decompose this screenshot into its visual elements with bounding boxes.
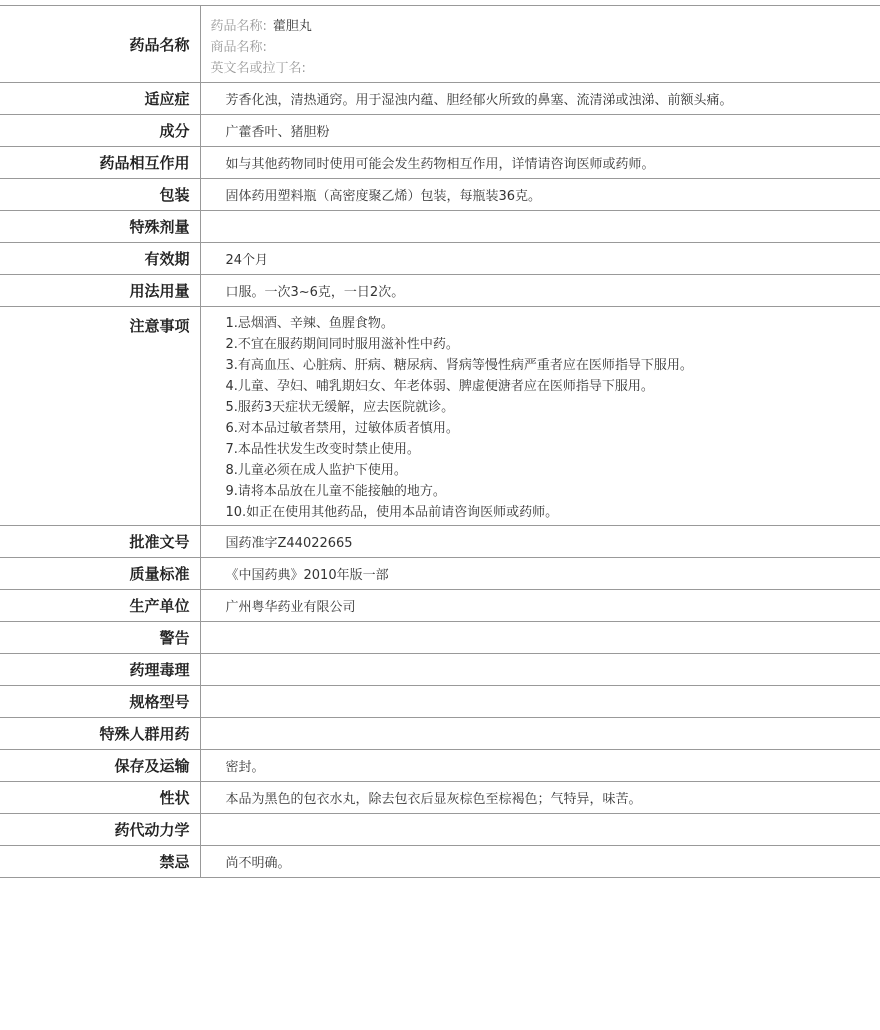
row-value: 《中国药典》2010年版一部 [200,558,880,590]
row-value: 广藿香叶、猪胆粉 [200,115,880,147]
row-label: 适应症 [0,83,200,115]
row-label: 药理毒理 [0,654,200,686]
row-interactions [0,147,880,179]
list-item: 5.服药3天症状无缓解，应去医院就诊。 [225,400,455,415]
row-label: 生产单位 [0,590,200,622]
row-label: 禁忌 [0,846,200,878]
english-name-line [211,58,880,79]
row-pharmacokinetics [0,814,880,846]
row-special-populations [0,718,880,750]
row-drug-name [0,6,880,83]
row-value: 密封。 [200,750,880,782]
generic-name-key: 药品名称: [210,19,267,34]
row-label: 成分 [0,115,200,147]
row-value [200,814,880,846]
row-value: 尚不明确。 [200,846,880,878]
precautions-list [200,307,880,526]
row-label: 批准文号 [0,526,200,558]
list-item: 7.本品性状发生改变时禁止使用。 [225,442,420,457]
row-appearance [0,782,880,814]
row-label: 药品相互作用 [0,147,200,179]
english-name-key: 英文名或拉丁名: [210,61,306,76]
row-approval-number [0,526,880,558]
row-dosage [0,275,880,307]
drug-spec-table [0,5,880,878]
row-value [200,686,880,718]
list-item: 3.有高血压、心脏病、肝病、糖尿病、肾病等慢性病严重者应在医师指导下服用。 [225,358,693,373]
row-value [200,211,880,243]
row-ingredients [0,115,880,147]
row-special-dose [0,211,880,243]
row-pharmacology [0,654,880,686]
list-item: 4.儿童、孕妇、哺乳期妇女、年老体弱、脾虚便溏者应在医师指导下服用。 [225,379,654,394]
row-value [200,654,880,686]
row-label: 规格型号 [0,686,200,718]
row-warning [0,622,880,654]
list-item: 9.请将本品放在儿童不能接触的地方。 [225,484,446,499]
row-label: 包装 [0,179,200,211]
row-value [200,718,880,750]
row-specification [0,686,880,718]
row-label: 药品名称 [0,6,200,83]
name-cell [200,6,880,83]
list-item: 2.不宜在服药期间同时服用滋补性中药。 [225,337,459,352]
row-label: 特殊剂量 [0,211,200,243]
row-label: 性状 [0,782,200,814]
generic-name-line [211,16,880,37]
row-value: 国药准字Z44022665 [200,526,880,558]
row-label: 药代动力学 [0,814,200,846]
row-label: 警告 [0,622,200,654]
row-indications [0,83,880,115]
row-value: 广州粤华药业有限公司 [200,590,880,622]
row-quality-standard [0,558,880,590]
row-value: 固体药用塑料瓶（高密度聚乙烯）包装，每瓶装36克。 [200,179,880,211]
row-value: 如与其他药物同时使用可能会发生药物相互作用，详情请咨询医师或药师。 [200,147,880,179]
list-item: 8.儿童必须在成人监护下使用。 [225,463,407,478]
row-shelf-life [0,243,880,275]
trade-name-line [211,37,880,58]
row-label: 有效期 [0,243,200,275]
trade-name-key: 商品名称: [210,40,267,55]
row-contraindications [0,846,880,878]
row-value: 芳香化浊，清热通窍。用于湿浊内蕴、胆经郁火所致的鼻塞、流清涕或浊涕、前额头痛。 [200,83,880,115]
row-label: 保存及运输 [0,750,200,782]
row-precautions [0,307,880,526]
row-label: 用法用量 [0,275,200,307]
list-item: 1.忌烟酒、辛辣、鱼腥食物。 [225,316,394,331]
row-package [0,179,880,211]
list-item: 10.如正在使用其他药品，使用本品前请咨询医师或药师。 [225,505,559,520]
row-value [200,622,880,654]
row-value: 口服。一次3~6克，一日2次。 [200,275,880,307]
row-label: 质量标准 [0,558,200,590]
list-item: 6.对本品过敏者禁用，过敏体质者慎用。 [225,421,459,436]
generic-name-value: 藿胆丸 [272,19,312,34]
row-label: 特殊人群用药 [0,718,200,750]
row-manufacturer [0,590,880,622]
row-value: 本品为黑色的包衣水丸，除去包衣后显灰棕色至棕褐色；气特异，味苦。 [200,782,880,814]
row-label: 注意事项 [0,307,200,526]
row-value: 24个月 [200,243,880,275]
row-storage [0,750,880,782]
